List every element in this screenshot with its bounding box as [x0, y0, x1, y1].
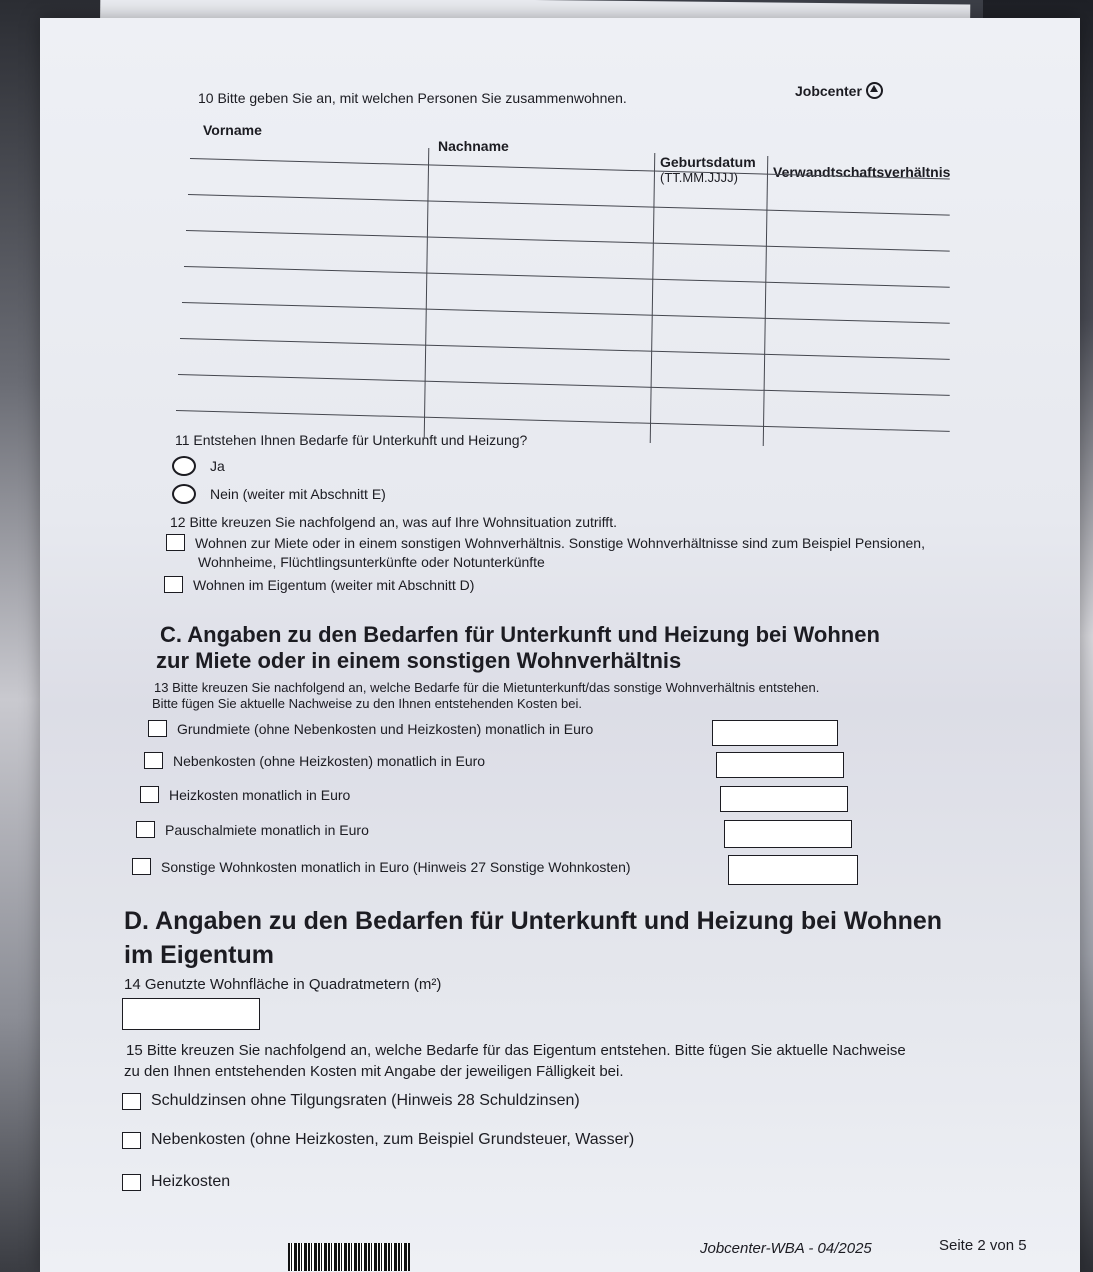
question-15: 15 Bitte kreuzen Sie nachfolgend an, welche Bedarfe für das Eigentum entstehen. Bitte fügen Sie aktuelle Nachweise	[126, 1042, 906, 1059]
checkbox-nebenkosten[interactable]	[144, 752, 163, 769]
item-heizkosten-eigentum-label: Heizkosten	[151, 1173, 231, 1190]
col-header-verwandtschaft: Verwandtschaftsverhältnis	[773, 164, 951, 180]
input-grundmiete[interactable]	[712, 720, 838, 746]
option-miete-label-2: Wohnheime, Flüchtlingsunterkünfte oder Notunterkünfte	[198, 554, 545, 570]
question-15-line-2: zu den Ihnen entstehenden Kosten mit Angabe der jeweiligen Fälligkeit bei.	[124, 1063, 624, 1080]
option-nein-label: Nein (weiter mit Abschnitt E)	[210, 486, 386, 502]
question-10: 10 Bitte geben Sie an, mit welchen Personen Sie zusammenwohnen.	[198, 90, 627, 106]
col-header-geburtsdatum	[660, 154, 756, 185]
checkbox-heizkosten[interactable]	[140, 786, 159, 803]
item-nebenkosten[interactable]	[144, 752, 485, 769]
radio-ja[interactable]	[172, 456, 196, 476]
question-13: 13 Bitte kreuzen Sie nachfolgend an, welche Bedarfe für die Mietunterkunft/das sonstige Wohnverhältnis entstehen.	[154, 680, 820, 695]
section-d-title-1: D. Angaben zu den Bedarfen für Unterkunft und Heizung bei Wohnen	[124, 907, 943, 935]
option-ja-label: Ja	[210, 458, 225, 474]
col-header-nachname: Nachname	[438, 138, 509, 154]
form-page	[40, 18, 1080, 1272]
item-sonstige-label: Sonstige Wohnkosten monatlich in Euro (Hinweis 27 Sonstige Wohnkosten)	[161, 858, 631, 875]
question-11: 11 Entstehen Ihnen Bedarfe für Unterkunft und Heizung?	[175, 432, 528, 448]
input-wohnflaeche[interactable]	[122, 998, 260, 1030]
item-pauschalmiete[interactable]	[136, 821, 369, 838]
checkbox-eigentum[interactable]	[164, 576, 183, 593]
checkbox-schuldzinsen[interactable]	[122, 1093, 141, 1110]
checkbox-miete[interactable]	[166, 534, 185, 551]
geburtsdatum-label: Geburtsdatum	[660, 154, 756, 170]
option-miete-label: Wohnen zur Miete oder in einem sonstigen Wohnverhältnis. Sonstige Wohnverhältnisse sind zum Beispiel Pensionen,	[195, 534, 925, 551]
item-nebenkosten-label: Nebenkosten (ohne Heizkosten) monatlich in Euro	[173, 752, 486, 769]
section-c-title-2: zur Miete oder in einem sonstigen Wohnverhältnis	[156, 648, 682, 673]
jobcenter-logo	[795, 82, 883, 99]
section-c-title-1: C. Angaben zu den Bedarfen für Unterkunft und Heizung bei Wohnen	[160, 622, 880, 647]
input-heizkosten[interactable]	[720, 786, 848, 812]
question-14: 14 Genutzte Wohnfläche in Quadratmetern (m²)	[124, 976, 442, 993]
option-eigentum-label: Wohnen im Eigentum (weiter mit Abschnitt D)	[193, 576, 475, 593]
barcode	[288, 1243, 410, 1271]
col-header-vorname: Vorname	[203, 122, 262, 138]
checkbox-grundmiete[interactable]	[148, 720, 167, 737]
option-miete[interactable]	[166, 534, 925, 551]
item-pauschalmiete-label: Pauschalmiete monatlich in Euro	[165, 821, 369, 838]
question-12: 12 Bitte kreuzen Sie nachfolgend an, was auf Ihre Wohnsituation zutrifft.	[170, 514, 617, 530]
checkbox-sonstige[interactable]	[132, 858, 151, 875]
item-grundmiete-label: Grundmiete (ohne Nebenkosten und Heizkosten) monatlich in Euro	[177, 720, 594, 737]
checkbox-pauschalmiete[interactable]	[136, 821, 155, 838]
item-heizkosten-eigentum[interactable]	[122, 1173, 230, 1191]
option-ja[interactable]	[172, 456, 225, 476]
radio-nein[interactable]	[172, 484, 196, 504]
item-heizkosten[interactable]	[140, 786, 350, 803]
item-nebenkosten-eigentum[interactable]	[122, 1131, 634, 1149]
input-pauschalmiete[interactable]	[724, 820, 852, 848]
checkbox-nebenkosten-eigentum[interactable]	[122, 1132, 141, 1149]
section-d-title-2: im Eigentum	[124, 941, 275, 969]
logo-icon	[866, 82, 883, 99]
logo-text: Jobcenter	[795, 82, 862, 99]
item-grundmiete[interactable]	[148, 720, 593, 737]
footer-form-id: Jobcenter-WBA - 04/2025	[700, 1240, 872, 1257]
question-13-line-2: Bitte fügen Sie aktuelle Nachweise zu den Ihnen entstehenden Kosten bei.	[152, 696, 583, 711]
item-schuldzinsen-label: Schuldzinsen ohne Tilgungsraten (Hinweis 28 Schuldzinsen)	[151, 1092, 580, 1109]
item-heizkosten-label: Heizkosten monatlich in Euro	[169, 786, 351, 803]
item-nebenkosten-eigentum-label: Nebenkosten (ohne Heizkosten, zum Beispiel Grundsteuer, Wasser)	[151, 1131, 635, 1148]
input-nebenkosten[interactable]	[716, 752, 844, 778]
option-nein[interactable]	[172, 484, 386, 504]
footer-page-number: Seite 2 von 5	[939, 1237, 1027, 1254]
option-eigentum[interactable]	[164, 576, 474, 593]
item-schuldzinsen[interactable]	[122, 1092, 580, 1110]
geburtsdatum-format: (TT.MM.JJJJ)	[660, 170, 738, 185]
checkbox-heizkosten-eigentum[interactable]	[122, 1174, 141, 1191]
item-sonstige[interactable]	[132, 858, 631, 875]
input-sonstige[interactable]	[728, 855, 858, 885]
